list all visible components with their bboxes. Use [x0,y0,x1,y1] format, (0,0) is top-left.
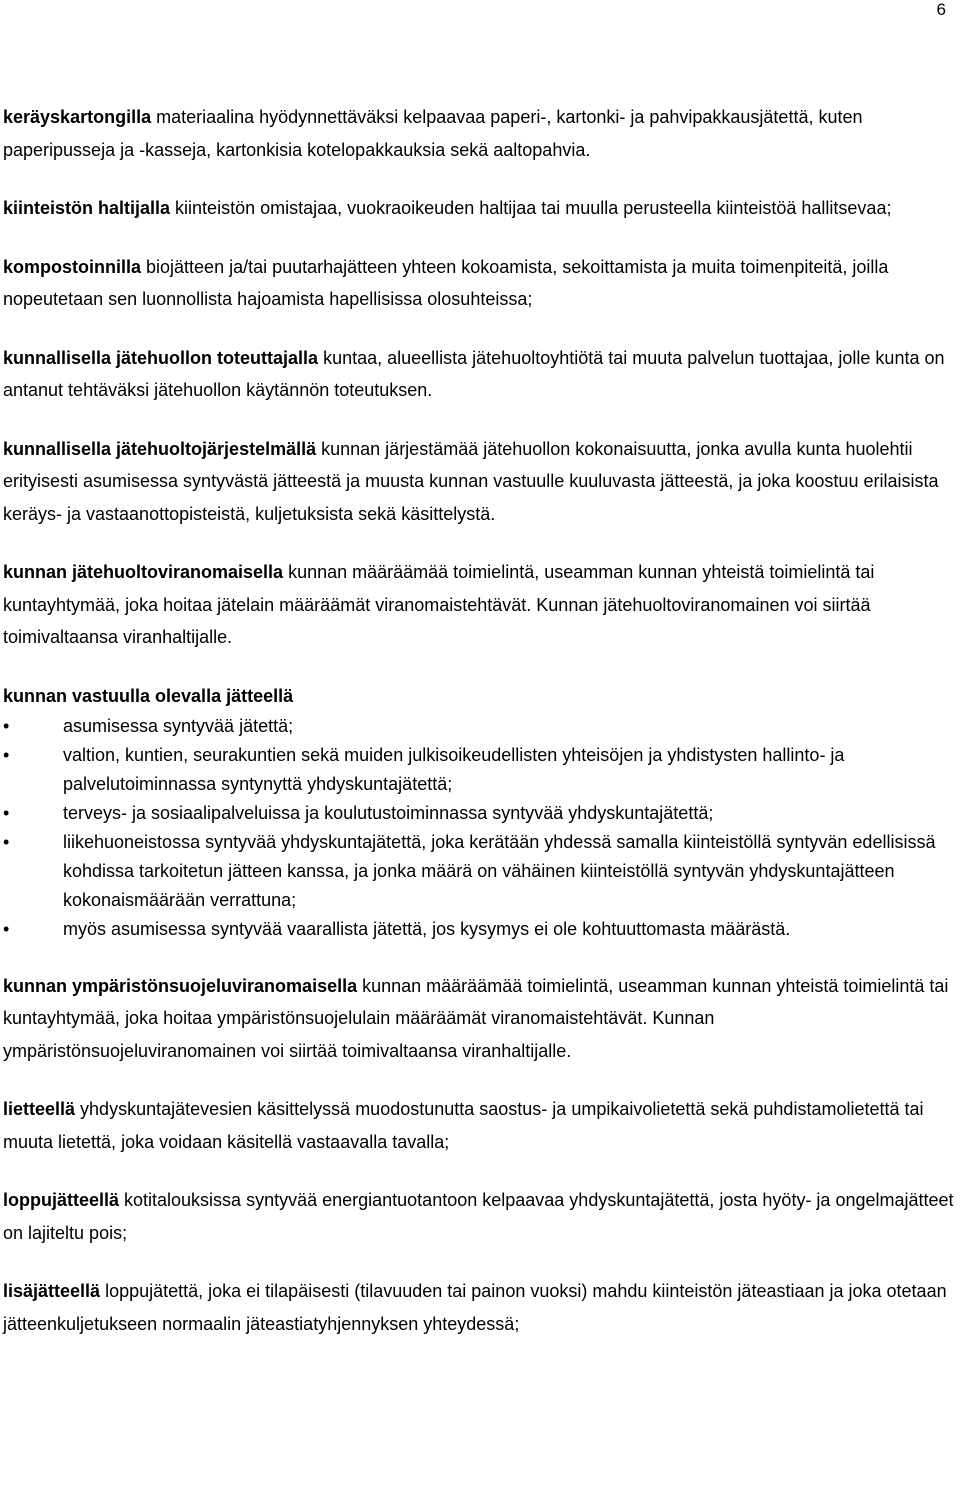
definition-kiinteiston-haltija [3,192,955,225]
list-item-text: valtion, kuntien, seurakuntien sekä muiden julkisoikeudellisten yhteisöjen ja yhdistysten hallinto- ja palvelutoiminnassa syntynyttä yhdyskuntajätettä; [63,744,845,794]
list-item-text: terveys- ja sosiaalipalveluissa ja koulutustoiminnassa syntyvää yhdyskuntajätettä; [63,802,714,823]
definition-text: kunnan määräämää toimielintä, useamman kunnan yhteistä toimielintä tai kuntayhtymää, joka hoitaa ympäristönsuojelulain määräämät viranomaistehtävät. Kunnan ympäristönsuojeluviranomainen voi siirtää toimivaltaansa viranhaltijalle. [3,975,949,1061]
page-number: 6 [936,0,946,19]
definition-text: kunnan järjestämää jätehuollon kokonaisuutta, jonka avulla kunta huolehtii erityisesti asumisessa syntyvästä jätteestä ja muusta kunnan vastuulle kuuluvasta jätteestä, ja joka koostuu erilaisista keräys- ja vastaanottopisteistä, kuljetuksista sekä käsittelystä. [3,438,939,524]
list-item-text: liikehuoneistossa syntyvää yhdyskuntajätettä, joka kerätään yhdessä samalla kiinteistöllä syntyvän edellisissä kohdissa tarkoitetun jätteen kanssa, ja jonka määrä on vähäinen kiinteistöllä syntyvän yhdyskuntajätteen kokonaismäärään verrattuna; [63,831,936,910]
definition-jatehuollon-toteuttaja [3,342,955,407]
definition-term: lisäjätteellä [3,1281,101,1301]
list-item-text: asumisessa syntyvää jätettä; [63,715,294,736]
bullet-icon: • [3,831,10,852]
definition-term: kunnallisella jätehuollon toteuttajalla [3,347,319,368]
definition-term: kiinteistön haltijalla [3,198,171,218]
definition-loppujate [3,1184,955,1249]
definition-ymparistonsuojeluviranomainen [3,970,955,1068]
definition-kompostointi [3,251,955,316]
vastuulla-list [3,712,955,944]
list-item [3,712,955,741]
definition-text: biojätteen ja/tai puutarhajätteen yhteen kokoamista, sekoittamista ja muita toimenpiteitä, joilla nopeutetaan sen luonnollista hajoamista hapellisissa olosuhteissa; [3,256,889,309]
definition-text: yhdyskuntajätevesien käsittelyssä muodostunutta saostus- ja umpikaivolietettä sekä puhdistamolietettä tai muuta lietettä, joka voidaan käsitellä vastaavalla tavalla; [3,1099,924,1152]
definition-term: keräyskartongilla [3,107,152,127]
definition-kerayskartonki [3,101,955,166]
list-item [3,915,955,944]
bullet-icon: • [3,802,10,823]
definition-text: materiaalina hyödynnettäväksi kelpaavaa paperi-, kartonki- ja pahvipakkausjätettä, kuten paperipusseja ja -kasseja, kartonkisia kotelopakkauksia sekä aaltopahvia. [3,107,863,160]
definition-liete [3,1093,955,1158]
list-item [3,741,955,799]
definition-term: loppujätteellä [3,1190,120,1210]
definition-text: kiinteistön omistajaa, vuokraoikeuden haltijaa tai muulla perusteella kiinteistöä hallitsevaa; [170,198,892,218]
vastuulla-heading [3,680,955,712]
definition-text: kuntaa, alueellista jätehuoltoyhtiötä tai muuta palvelun tuottajaa, jolle kunta on antanut tehtäväksi jätehuollon käytännön toteutuksen. [3,347,945,400]
definition-term: kompostoinnilla [3,256,142,277]
definition-jatehuoltojarjestelma [3,433,955,531]
list-item [3,799,955,828]
definition-term: kunnallisella jätehuoltojärjestelmällä [3,438,317,459]
definition-term: kunnan vastuulla olevalla jätteellä [3,685,294,706]
document-body [3,101,955,1340]
definition-lisajate [3,1275,955,1340]
bullet-icon: • [3,744,10,765]
definition-term: lietteellä [3,1099,76,1119]
definition-jatehuoltoviranomainen [3,556,955,654]
definition-text: kotitalouksissa syntyvää energiantuotantoon kelpaavaa yhdyskuntajätettä, josta hyöty- ja ongelmajätteet on lajiteltu pois; [3,1190,954,1243]
list-item [3,828,955,915]
bullet-icon: • [3,918,10,939]
list-item-text: myös asumisessa syntyvää vaarallista jätettä, jos kysymys ei ole kohtuuttomasta määrästä. [63,918,791,939]
definition-text: kunnan määräämää toimielintä, useamman kunnan yhteistä toimielintä tai kuntayhtymää, joka hoitaa jätelain määräämät viranomaistehtävät. Kunnan jätehuoltoviranomainen voi siirtää toimivaltaansa viranhaltijalle. [3,562,875,647]
definition-term: kunnan ympäristönsuojeluviranomaisella [3,975,358,996]
definition-text: loppujätettä, joka ei tilapäisesti (tilavuuden tai painon vuoksi) mahdu kiinteistön jäteastiaan ja joka otetaan jätteenkuljetukseen normaalin jäteastiatyhjennyksen yhteydessä; [3,1281,947,1334]
bullet-icon: • [3,715,10,736]
definition-term: kunnan jätehuoltoviranomaisella [3,562,284,582]
